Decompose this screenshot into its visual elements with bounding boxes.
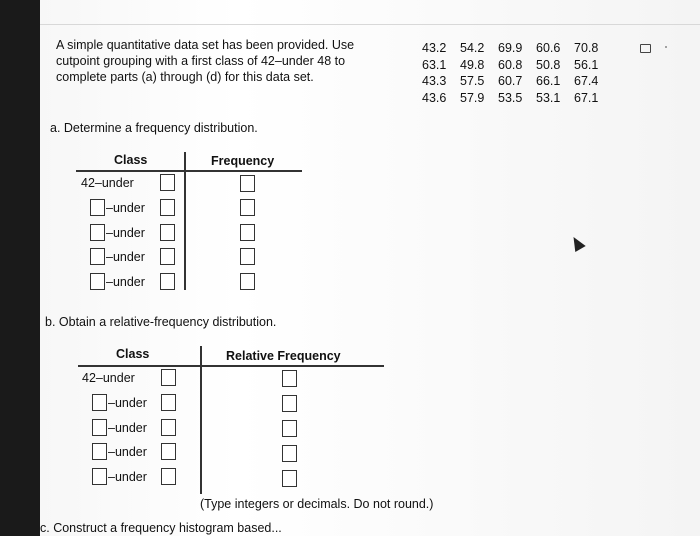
question-line-2: cutpoint grouping with a first class of 42–under 48 to <box>56 54 346 68</box>
under-label: –under <box>106 226 145 240</box>
part-b-label: b. Obtain a relative-frequency distribution. <box>45 315 277 329</box>
data-value: 56.1 <box>574 57 599 72</box>
part-a-class-header: Class <box>114 153 148 167</box>
lower-limit-input[interactable] <box>92 443 107 460</box>
frequency-input[interactable] <box>240 273 255 290</box>
lower-limit-input[interactable] <box>92 394 107 411</box>
upper-limit-input[interactable] <box>161 369 176 386</box>
under-label: –under <box>108 470 147 484</box>
upper-limit-input[interactable] <box>160 248 175 265</box>
data-value: 57.9 <box>460 90 485 105</box>
upper-limit-input[interactable] <box>161 443 176 460</box>
data-value: 69.9 <box>498 41 523 55</box>
data-value: 43.6 <box>422 90 447 105</box>
frequency-input[interactable] <box>240 224 255 241</box>
upper-limit-input[interactable] <box>160 273 175 290</box>
class-first-label: 42–under <box>81 176 134 190</box>
lower-limit-input[interactable] <box>92 419 107 436</box>
part-c-label: c. Construct a frequency histogram based... <box>40 521 282 535</box>
data-value: 60.8 <box>498 57 523 72</box>
part-b-header-rule <box>78 365 384 367</box>
upper-limit-input[interactable] <box>161 394 176 411</box>
lower-limit-input[interactable] <box>92 468 107 485</box>
relative-frequency-input[interactable] <box>282 470 297 487</box>
data-value: 67.4 <box>574 74 599 88</box>
frequency-input[interactable] <box>240 175 255 192</box>
mouse-cursor-icon <box>568 234 585 252</box>
relative-frequency-input[interactable] <box>282 370 297 387</box>
lower-limit-input[interactable] <box>90 273 105 290</box>
part-a-header-rule <box>76 170 302 172</box>
data-value: 53.1 <box>536 90 561 105</box>
question-line-1: A simple quantitative data set has been provided. Use <box>56 38 355 52</box>
data-set-table <box>422 40 612 106</box>
relative-frequency-input[interactable] <box>282 395 297 412</box>
frequency-input[interactable] <box>240 199 255 216</box>
data-value: 53.5 <box>498 90 523 105</box>
part-a-frequency-header: Frequency <box>211 154 275 168</box>
under-label: –under <box>108 421 147 435</box>
data-value: 67.1 <box>574 90 599 105</box>
under-label: –under <box>106 250 145 264</box>
data-value: 43.3 <box>422 74 447 88</box>
data-value: 43.2 <box>422 41 447 55</box>
data-value: 70.8 <box>574 41 599 55</box>
upper-limit-input[interactable] <box>161 468 176 485</box>
lower-limit-input[interactable] <box>90 248 105 265</box>
copy-icon[interactable] <box>640 44 651 53</box>
question-page <box>40 0 700 536</box>
part-a-label: a. Determine a frequency distribution. <box>50 121 258 135</box>
under-label: –under <box>108 445 147 459</box>
data-value: 60.6 <box>536 41 561 55</box>
part-b-class-header: Class <box>116 347 150 361</box>
data-row <box>422 57 612 74</box>
relative-frequency-input[interactable] <box>282 445 297 462</box>
answer-format-note: (Type integers or decimals. Do not round.) <box>200 497 434 511</box>
part-a-column-divider <box>184 152 186 290</box>
upper-limit-input[interactable] <box>161 419 176 436</box>
data-value: 50.8 <box>536 57 561 72</box>
upper-limit-input[interactable] <box>160 224 175 241</box>
divider <box>40 24 700 25</box>
part-b-column-divider <box>200 346 202 494</box>
under-label: –under <box>106 201 145 215</box>
data-row <box>422 73 612 90</box>
data-value: 63.1 <box>422 57 447 72</box>
data-row <box>422 90 612 107</box>
upper-limit-input[interactable] <box>160 199 175 216</box>
relative-frequency-input[interactable] <box>282 420 297 437</box>
lower-limit-input[interactable] <box>90 199 105 216</box>
upper-limit-input[interactable] <box>160 174 175 191</box>
class-first-label: 42–under <box>82 371 135 385</box>
data-value: 57.5 <box>460 74 485 88</box>
lower-limit-input[interactable] <box>90 224 105 241</box>
data-value: 60.7 <box>498 74 523 88</box>
data-value: 66.1 <box>536 74 561 88</box>
part-b-relative-frequency-header: Relative Frequency <box>226 349 341 363</box>
data-value: 54.2 <box>460 41 485 55</box>
under-label: –under <box>106 275 145 289</box>
under-label: –under <box>108 396 147 410</box>
question-text <box>56 37 416 85</box>
question-line-3: complete parts (a) through (d) for this data set. <box>56 70 314 84</box>
frequency-input[interactable] <box>240 248 255 265</box>
dot-marker <box>665 46 667 48</box>
data-row <box>422 40 612 57</box>
data-value: 49.8 <box>460 57 485 72</box>
